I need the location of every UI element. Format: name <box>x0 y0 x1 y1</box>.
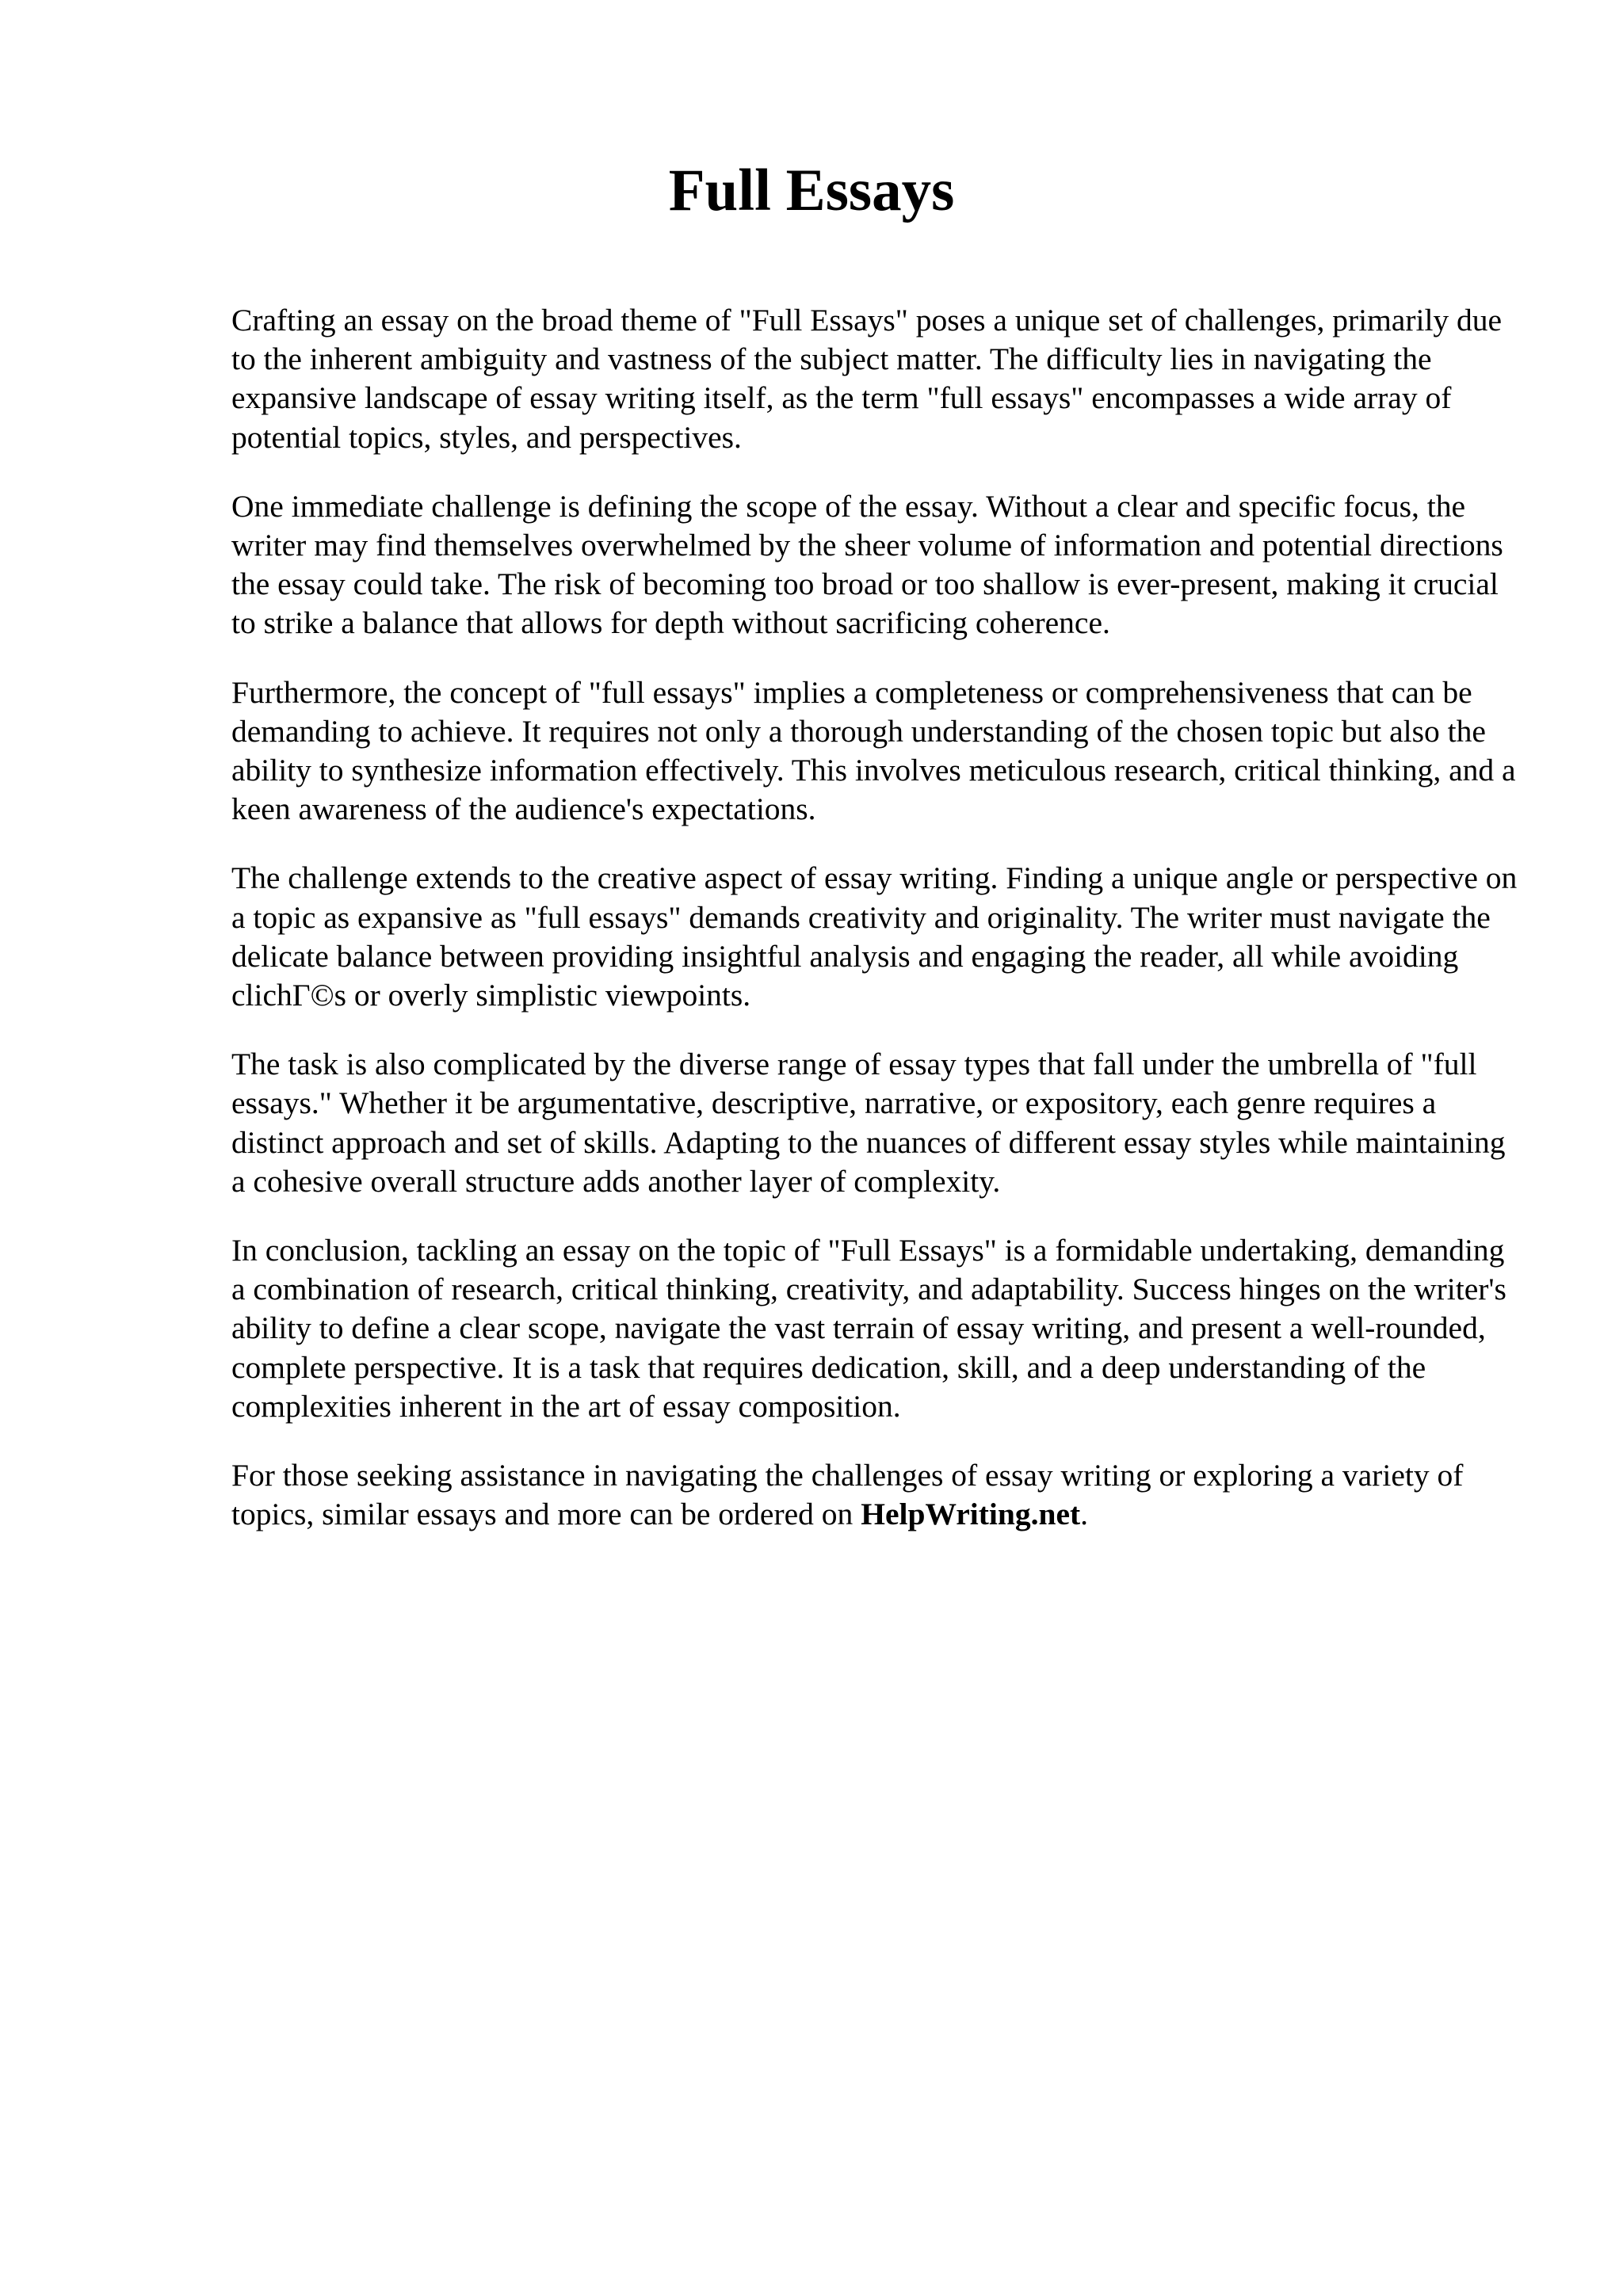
closing-paragraph <box>231 1456 1523 1534</box>
paragraph-2: One immediate challenge is defining the scope of the essay. Without a clear and specific focus, the writer may find themselves overwhelmed by the sheer volume of information and potential directions the essay could take. The risk of becoming too broad or too shallow is ever-present, making it crucial to strike a balance that allows for depth without sacrificing coherence. <box>231 488 1503 641</box>
paragraph-5: The task is also complicated by the diverse range of essay types that fall under the umbrella of "full essays." Whether it be argumentative, descriptive, narrative, or expository, each genre requires a distinct approach and set of skills. Adapting to the nuances of different essay styles while maintaining a cohesive overall structure adds another layer of complexity. <box>231 1047 1506 1199</box>
essay-body <box>231 301 1523 1564</box>
closing-period: . <box>1080 1497 1089 1532</box>
paragraph-3: Furthermore, the concept of "full essays" implies a completeness or comprehensiveness that can be demanding to achieve. It requires not only a thorough understanding of the chosen topic but also the ability to synthesize information effectively. This involves meticulous research, critical thinking, and a keen awareness of the audience's expectations. <box>231 674 1516 827</box>
helpwriting-link[interactable]: HelpWriting.net <box>861 1497 1081 1532</box>
paragraph-6: In conclusion, tackling an essay on the topic of "Full Essays" is a formidable undertaking, demanding a combination of research, critical thinking, creativity, and adaptability. Success hinges on the writer's ability to define a clear scope, navigate the vast terrain of essay writing, and present a well-rounded, complete perspective. It is a task that requires dedication, skill, and a deep understanding of the complexities inherent in the art of essay composition. <box>231 1233 1507 1424</box>
page-title: Full Essays <box>668 158 955 223</box>
paragraph-1: Crafting an essay on the broad theme of "Full Essays" poses a unique set of challenges, primarily due to the inherent ambiguity and vastness of the subject matter. The difficulty lies in navigating the expansive landscape of essay writing itself, as the term "full essays" encompasses a wide array of potential topics, styles, and perspectives. <box>231 303 1503 455</box>
paragraph-4: The challenge extends to the creative aspect of essay writing. Finding a unique angle or perspective on a topic as expansive as "full essays" demands creativity and originality. The writer must navigate the delicate balance between providing insightful analysis and engaging the reader, all while avoiding clichΓ©s or overly simplistic viewpoints. <box>231 860 1518 1013</box>
closing-text: For those seeking assistance in navigating the challenges of essay writing or exploring a variety of topics, similar essays and more can be ordered on <box>231 1458 1464 1532</box>
